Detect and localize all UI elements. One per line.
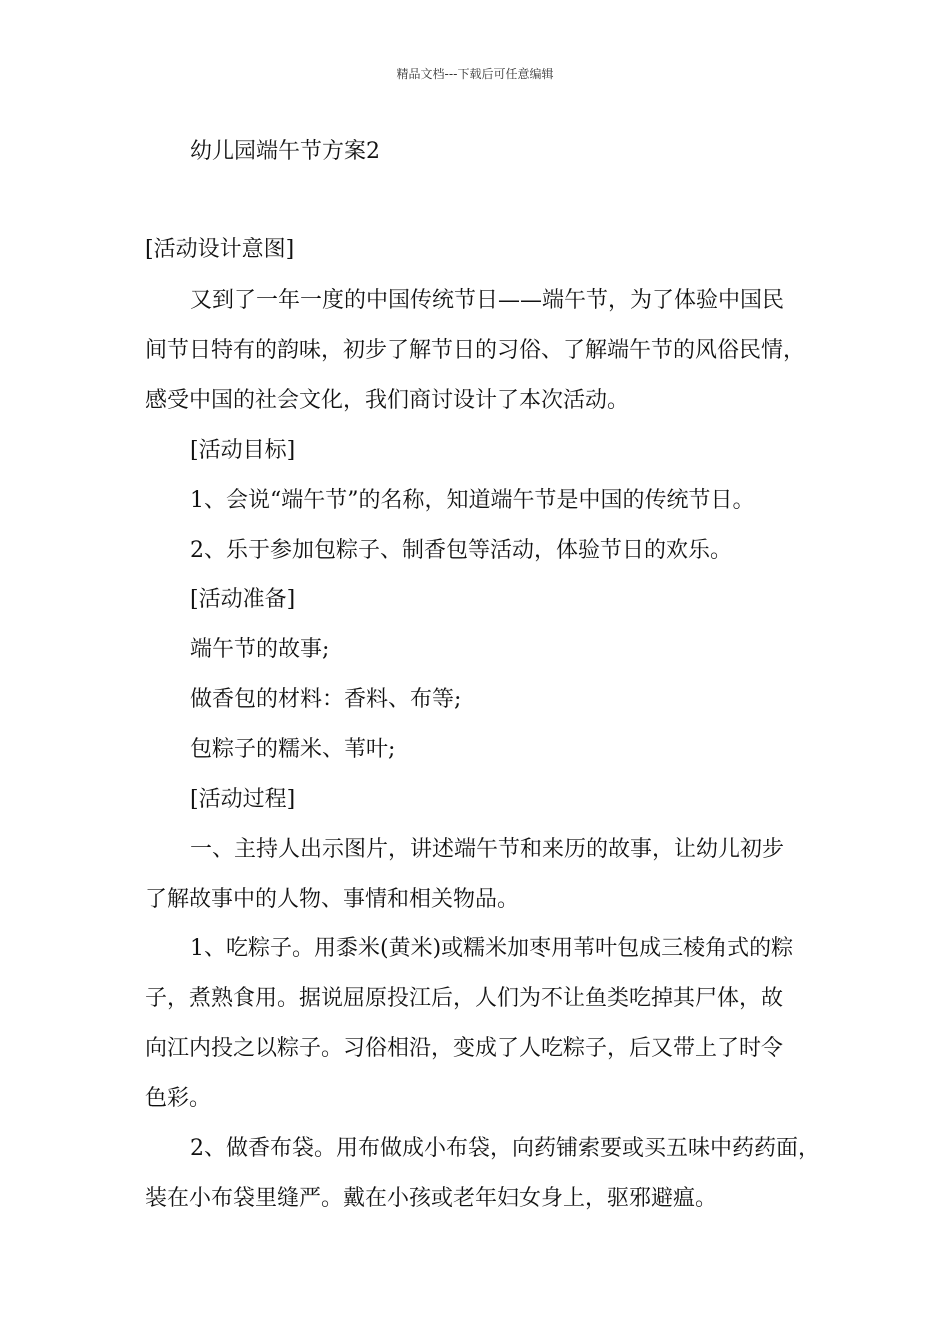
section-heading-design: [活动设计意图] — [145, 237, 295, 262]
paragraph-line: 装在小布袋里缝严。戴在小孩或老年妇女身上，驱邪避瘟。 — [145, 1186, 718, 1211]
paragraph-line: 间节日特有的韵味，初步了解节日的习俗、了解端午节的风俗民情， — [145, 338, 806, 363]
goal-item: 2、乐于参加包粽子、制香包等活动，体验节日的欢乐。 — [190, 538, 732, 563]
paragraph-line: 一、主持人出示图片，讲述端午节和来历的故事，让幼儿初步 — [190, 837, 785, 862]
paragraph-line: 2、做香布袋。用布做成小布袋，向药铺索要或买五味中药药面， — [190, 1136, 820, 1161]
document-title: 幼儿园端午节方案2 — [190, 139, 380, 164]
paragraph-line: 1、吃粽子。用黍米(黄米)或糯米加枣用苇叶包成三棱角式的粽 — [190, 936, 794, 961]
page-header: 精品文档---下载后可任意编辑 — [396, 67, 554, 81]
paragraph-line: 了解故事中的人物、事情和相关物品。 — [145, 887, 520, 912]
section-heading-goals: [活动目标] — [190, 438, 296, 463]
paragraph-line: 感受中国的社会文化，我们商讨设计了本次活动。 — [145, 388, 630, 413]
paragraph-line: 向江内投之以粽子。习俗相沿，变成了人吃粽子，后又带上了时令 — [145, 1036, 784, 1061]
section-heading-process: [活动过程] — [190, 787, 296, 812]
paragraph-line: 又到了一年一度的中国传统节日——端午节，为了体验中国民 — [190, 288, 785, 313]
paragraph-line: 色彩。 — [145, 1086, 212, 1111]
paragraph-line: 子，煮熟食用。据说屈原投江后，人们为不让鱼类吃掉其尸体，故 — [145, 986, 784, 1011]
section-heading-preparation: [活动准备] — [190, 587, 296, 612]
preparation-item: 端午节的故事; — [190, 637, 330, 662]
goal-item: 1、会说“端午节”的名称，知道端午节是中国的传统节日。 — [190, 488, 755, 513]
preparation-item: 包粽子的糯米、苇叶; — [190, 737, 396, 762]
preparation-item: 做香包的材料：香料、布等; — [190, 687, 462, 712]
